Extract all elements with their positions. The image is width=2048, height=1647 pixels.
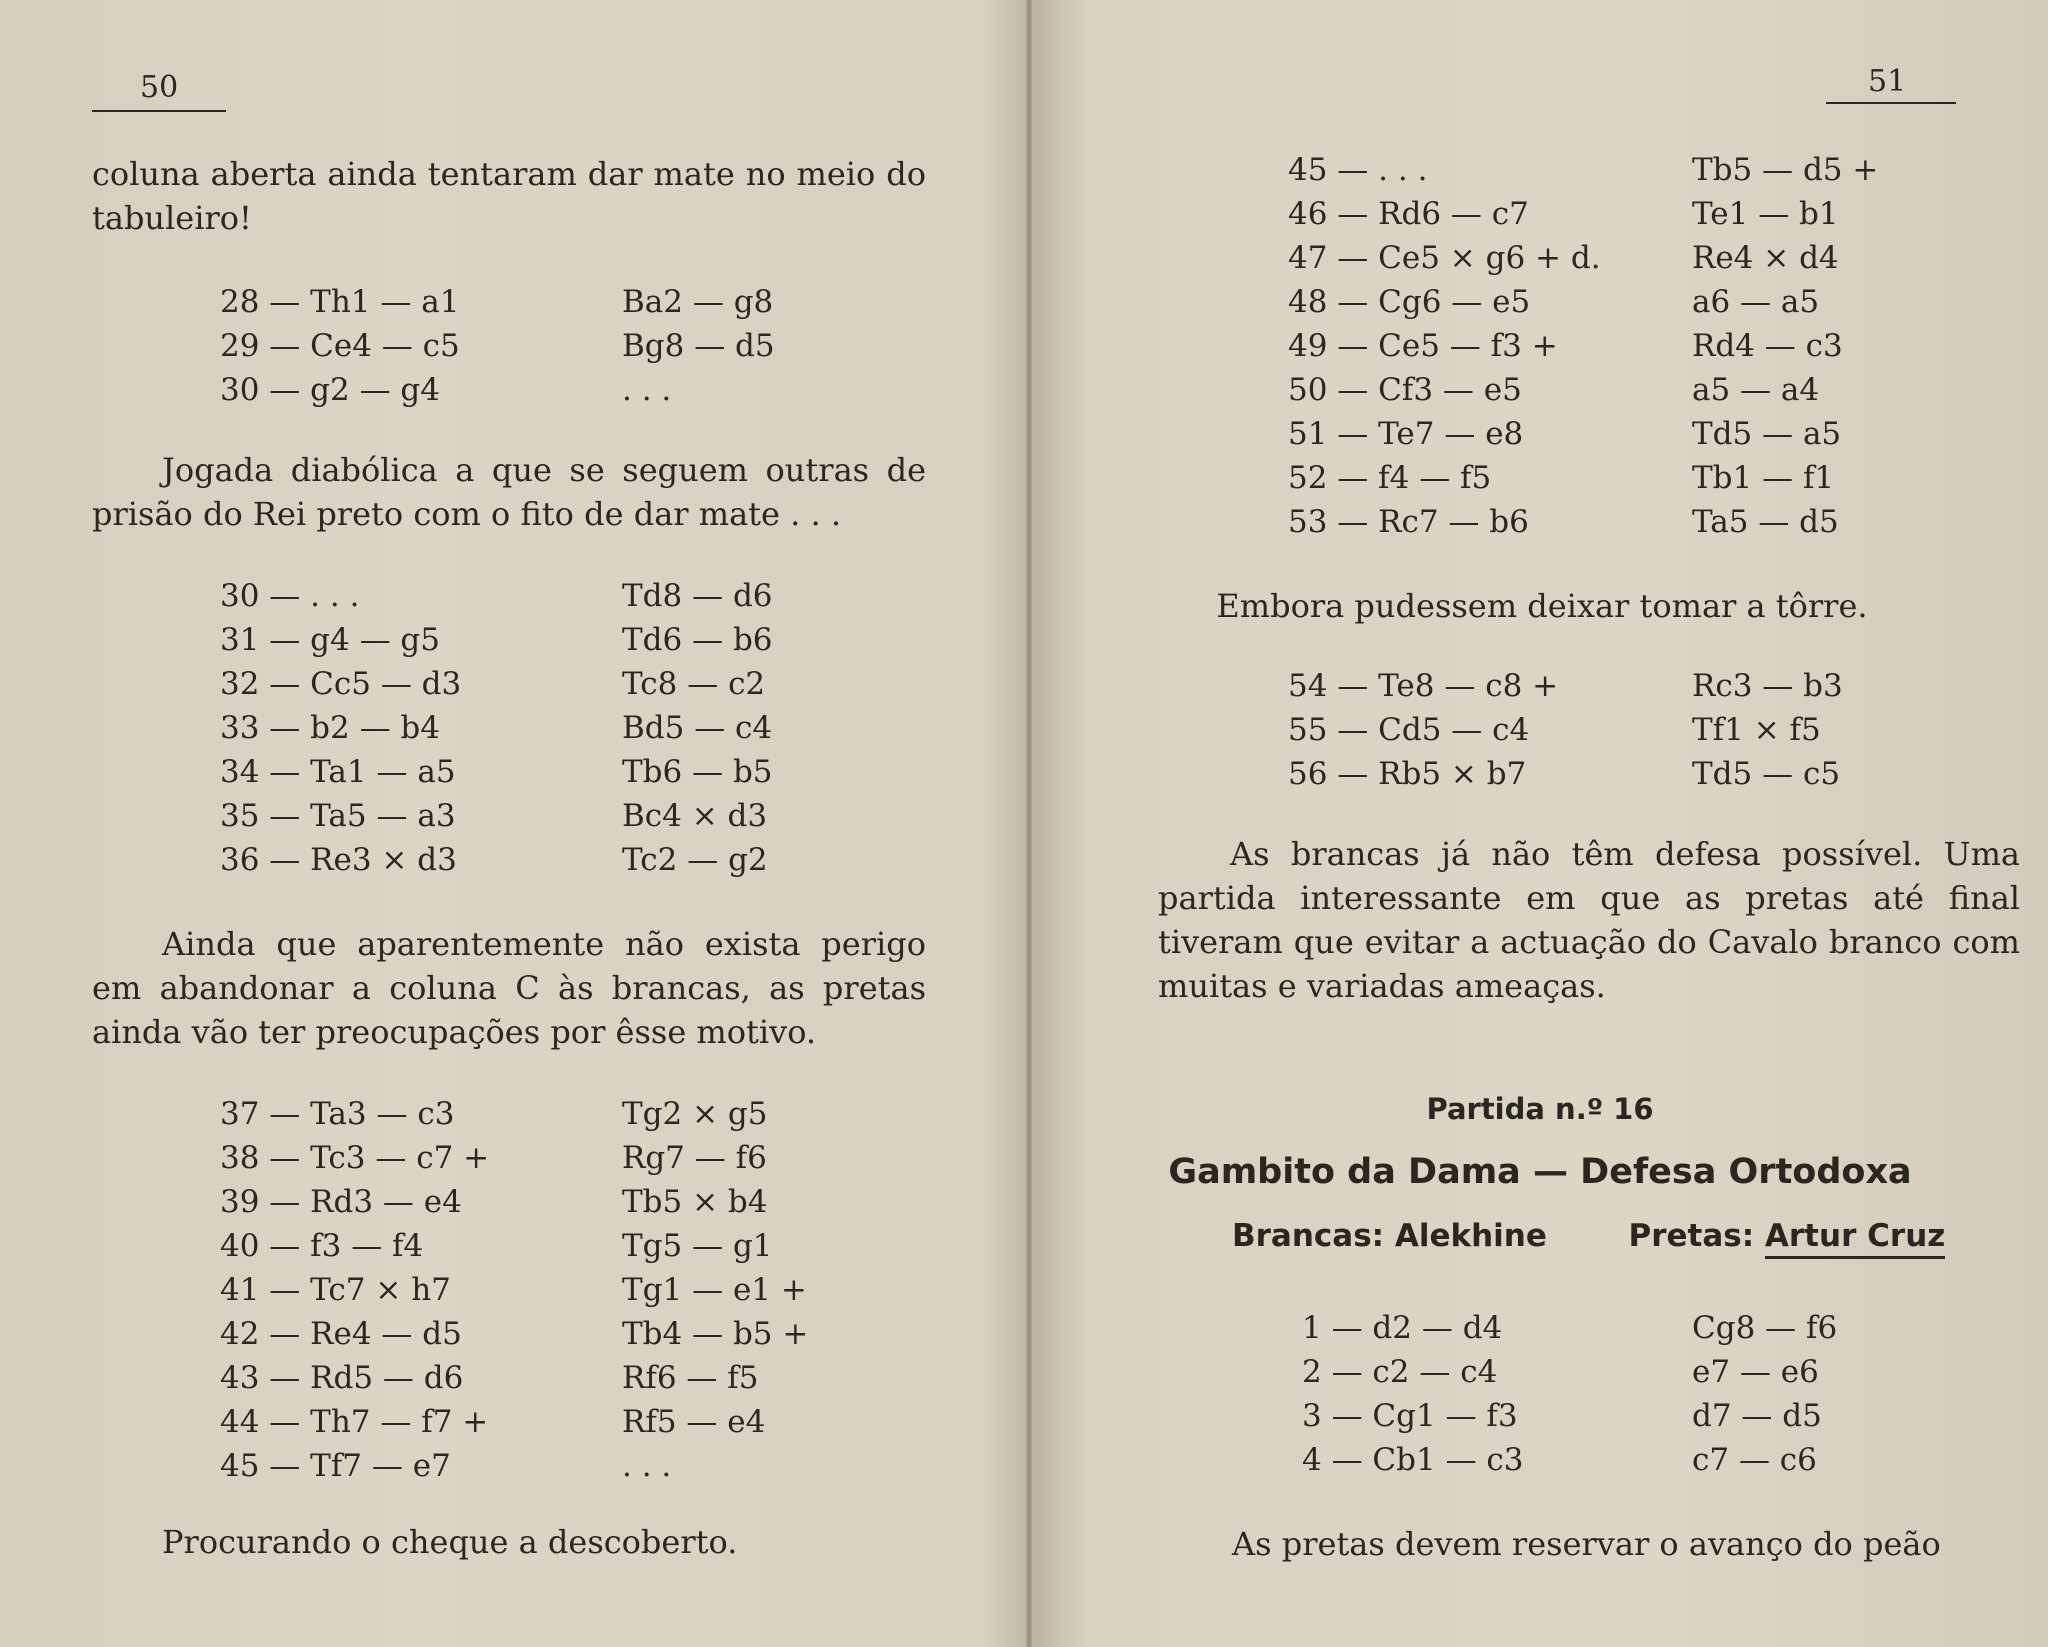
move-row [1288, 456, 1928, 500]
black-move: Tb1 — f1 [1692, 460, 1835, 496]
move-row [1302, 1394, 1942, 1438]
white-move: 4 — Cb1 — c3 [1302, 1442, 1524, 1478]
black-move: Td8 — d6 [622, 578, 773, 614]
black-move: Rf6 — f5 [622, 1360, 759, 1396]
move-row [220, 1312, 840, 1356]
move-row [1288, 664, 1928, 708]
paragraph: As pretas devem reservar o avanço do peão [1232, 1525, 1941, 1563]
white-move: 43 — Rd5 — d6 [220, 1360, 464, 1396]
move-row [220, 1268, 840, 1312]
black-move: Td6 — b6 [622, 622, 773, 658]
black-move: Rf5 — e4 [622, 1404, 766, 1440]
move-row [1288, 236, 1928, 280]
white-move: 48 — Cg6 — e5 [1288, 284, 1531, 320]
move-row [220, 1136, 840, 1180]
game-number: Partida n.º 16 [1426, 1092, 1654, 1126]
black-move: Rd4 — c3 [1692, 328, 1843, 364]
black-move: Tc2 — g2 [622, 842, 768, 878]
white-move: 54 — Te8 — c8 + [1288, 668, 1559, 704]
white-move: 50 — Cf3 — e5 [1288, 372, 1522, 408]
moves-block [220, 280, 840, 412]
white-move: 45 — Tf7 — e7 [220, 1448, 451, 1484]
black-move: Tg2 × g5 [622, 1096, 768, 1132]
white-move: 45 — . . . [1288, 152, 1428, 188]
players-line [1232, 1218, 2012, 1254]
move-row [220, 662, 840, 706]
move-row [1302, 1306, 1942, 1350]
black-move: . . . [622, 372, 672, 408]
black-move: c7 — c6 [1692, 1442, 1817, 1478]
white-move: 35 — Ta5 — a3 [220, 798, 456, 834]
page-number-rule [92, 110, 226, 112]
page-number: 51 [1868, 64, 1907, 99]
paragraph: As brancas já não têm defesa possível. Uma partida interessante em que as pretas até final tiveram que evitar a actuação do Cavalo branco com muitas e variadas ameaças. [1158, 835, 2020, 1005]
move-row [1288, 412, 1928, 456]
black-move: e7 — e6 [1692, 1354, 1819, 1390]
white-move: 56 — Rb5 × b7 [1288, 756, 1527, 792]
white-player: Brancas: Alekhine [1232, 1218, 1547, 1254]
black-move: a6 — a5 [1692, 284, 1820, 320]
black-player-name: Artur Cruz [1765, 1218, 1945, 1259]
move-row [220, 618, 840, 662]
paragraph: Jogada diabólica a que se seguem outras de prisão do Rei preto com o fito de dar mate . . . [92, 451, 926, 533]
white-move: 38 — Tc3 — c7 + [220, 1140, 490, 1176]
right-page [1032, 0, 2048, 1647]
move-row [220, 1180, 840, 1224]
moves-block [220, 1092, 840, 1488]
black-move: Tf1 × f5 [1692, 712, 1821, 748]
white-move: 33 — b2 — b4 [220, 710, 440, 746]
white-move: 49 — Ce5 — f3 + [1288, 328, 1558, 364]
move-row [220, 324, 840, 368]
paragraph: Ainda que aparentemente não exista perigo em abandonar a coluna C às brancas, as pretas ainda vão ter preocupações por êsse motivo. [92, 925, 926, 1051]
black-move: Tb5 — d5 + [1692, 152, 1879, 188]
white-move: 47 — Ce5 × g6 + d. [1288, 240, 1601, 276]
white-move: 46 — Rd6 — c7 [1288, 196, 1529, 232]
paragraph: Procurando o cheque a descoberto. [162, 1523, 738, 1561]
move-row [220, 574, 840, 618]
white-move: 36 — Re3 × d3 [220, 842, 457, 878]
white-move: 3 — Cg1 — f3 [1302, 1398, 1518, 1434]
moves-block [1288, 148, 1928, 544]
white-move: 32 — Cc5 — d3 [220, 666, 462, 702]
move-row [220, 838, 840, 882]
white-move: 42 — Re4 — d5 [220, 1316, 462, 1352]
black-move: d7 — d5 [1692, 1398, 1822, 1434]
white-move: 51 — Te7 — e8 [1288, 416, 1524, 452]
black-move: Bg8 — d5 [622, 328, 775, 364]
page-number: 50 [140, 70, 179, 105]
page-number-rule [1826, 102, 1956, 104]
move-row [220, 1444, 840, 1488]
black-move: Bd5 — c4 [622, 710, 773, 746]
white-move: 34 — Ta1 — a5 [220, 754, 456, 790]
game-title: Gambito da Dama — Defesa Ortodoxa [1168, 1152, 1912, 1192]
move-row [220, 1400, 840, 1444]
black-move: Te1 — b1 [1692, 196, 1839, 232]
black-move: Rc3 — b3 [1692, 668, 1843, 704]
move-row [1302, 1350, 1942, 1394]
move-row [220, 1092, 840, 1136]
white-move: 30 — g2 — g4 [220, 372, 440, 408]
move-row [1288, 324, 1928, 368]
black-move: Re4 × d4 [1692, 240, 1839, 276]
moves-block [1302, 1306, 1942, 1482]
black-move: . . . [622, 1448, 672, 1484]
white-move: 55 — Cd5 — c4 [1288, 712, 1530, 748]
black-move: Cg8 — f6 [1692, 1310, 1838, 1346]
white-move: 41 — Tc7 × h7 [220, 1272, 451, 1308]
white-move: 31 — g4 — g5 [220, 622, 440, 658]
white-move: 30 — . . . [220, 578, 360, 614]
move-row [1302, 1438, 1942, 1482]
white-move: 52 — f4 — f5 [1288, 460, 1492, 496]
white-move: 39 — Rd3 — e4 [220, 1184, 462, 1220]
move-row [1288, 708, 1928, 752]
move-row [220, 368, 840, 412]
move-row [1288, 192, 1928, 236]
black-move: Tb5 × b4 [622, 1184, 768, 1220]
white-move: 40 — f3 — f4 [220, 1228, 424, 1264]
black-move: Tb6 — b5 [622, 754, 773, 790]
move-row [1288, 752, 1928, 796]
move-row [220, 280, 840, 324]
moves-block [220, 574, 840, 882]
white-move: 28 — Th1 — a1 [220, 284, 460, 320]
black-move: Ba2 — g8 [622, 284, 774, 320]
white-move: 1 — d2 — d4 [1302, 1310, 1503, 1346]
move-row [1288, 368, 1928, 412]
white-move: 53 — Rc7 — b6 [1288, 504, 1529, 540]
white-move: 37 — Ta3 — c3 [220, 1096, 455, 1132]
black-move: Tc8 — c2 [622, 666, 766, 702]
white-move: 44 — Th7 — f7 + [220, 1404, 489, 1440]
black-move: Td5 — a5 [1692, 416, 1842, 452]
moves-block [1288, 664, 1928, 796]
move-row [1288, 280, 1928, 324]
white-move: 2 — c2 — c4 [1302, 1354, 1498, 1390]
move-row [1288, 500, 1928, 544]
move-row [220, 1356, 840, 1400]
black-move: Td5 — c5 [1692, 756, 1841, 792]
white-move: 29 — Ce4 — c5 [220, 328, 460, 364]
black-move: Rg7 — f6 [622, 1140, 767, 1176]
black-player-label: Pretas: [1628, 1218, 1755, 1254]
black-move: a5 — a4 [1692, 372, 1820, 408]
black-move: Ta5 — d5 [1692, 504, 1839, 540]
paragraph: coluna aberta ainda tentaram dar mate no meio do tabuleiro! [92, 155, 926, 237]
move-row [1288, 148, 1928, 192]
move-row [220, 794, 840, 838]
black-move: Bc4 × d3 [622, 798, 768, 834]
move-row [220, 750, 840, 794]
move-row [220, 1224, 840, 1268]
black-move: Tg5 — g1 [622, 1228, 773, 1264]
black-move: Tg1 — e1 + [622, 1272, 807, 1308]
paragraph: Embora pudessem deixar tomar a tôrre. [1216, 587, 1868, 625]
move-row [220, 706, 840, 750]
black-move: Tb4 — b5 + [622, 1316, 809, 1352]
